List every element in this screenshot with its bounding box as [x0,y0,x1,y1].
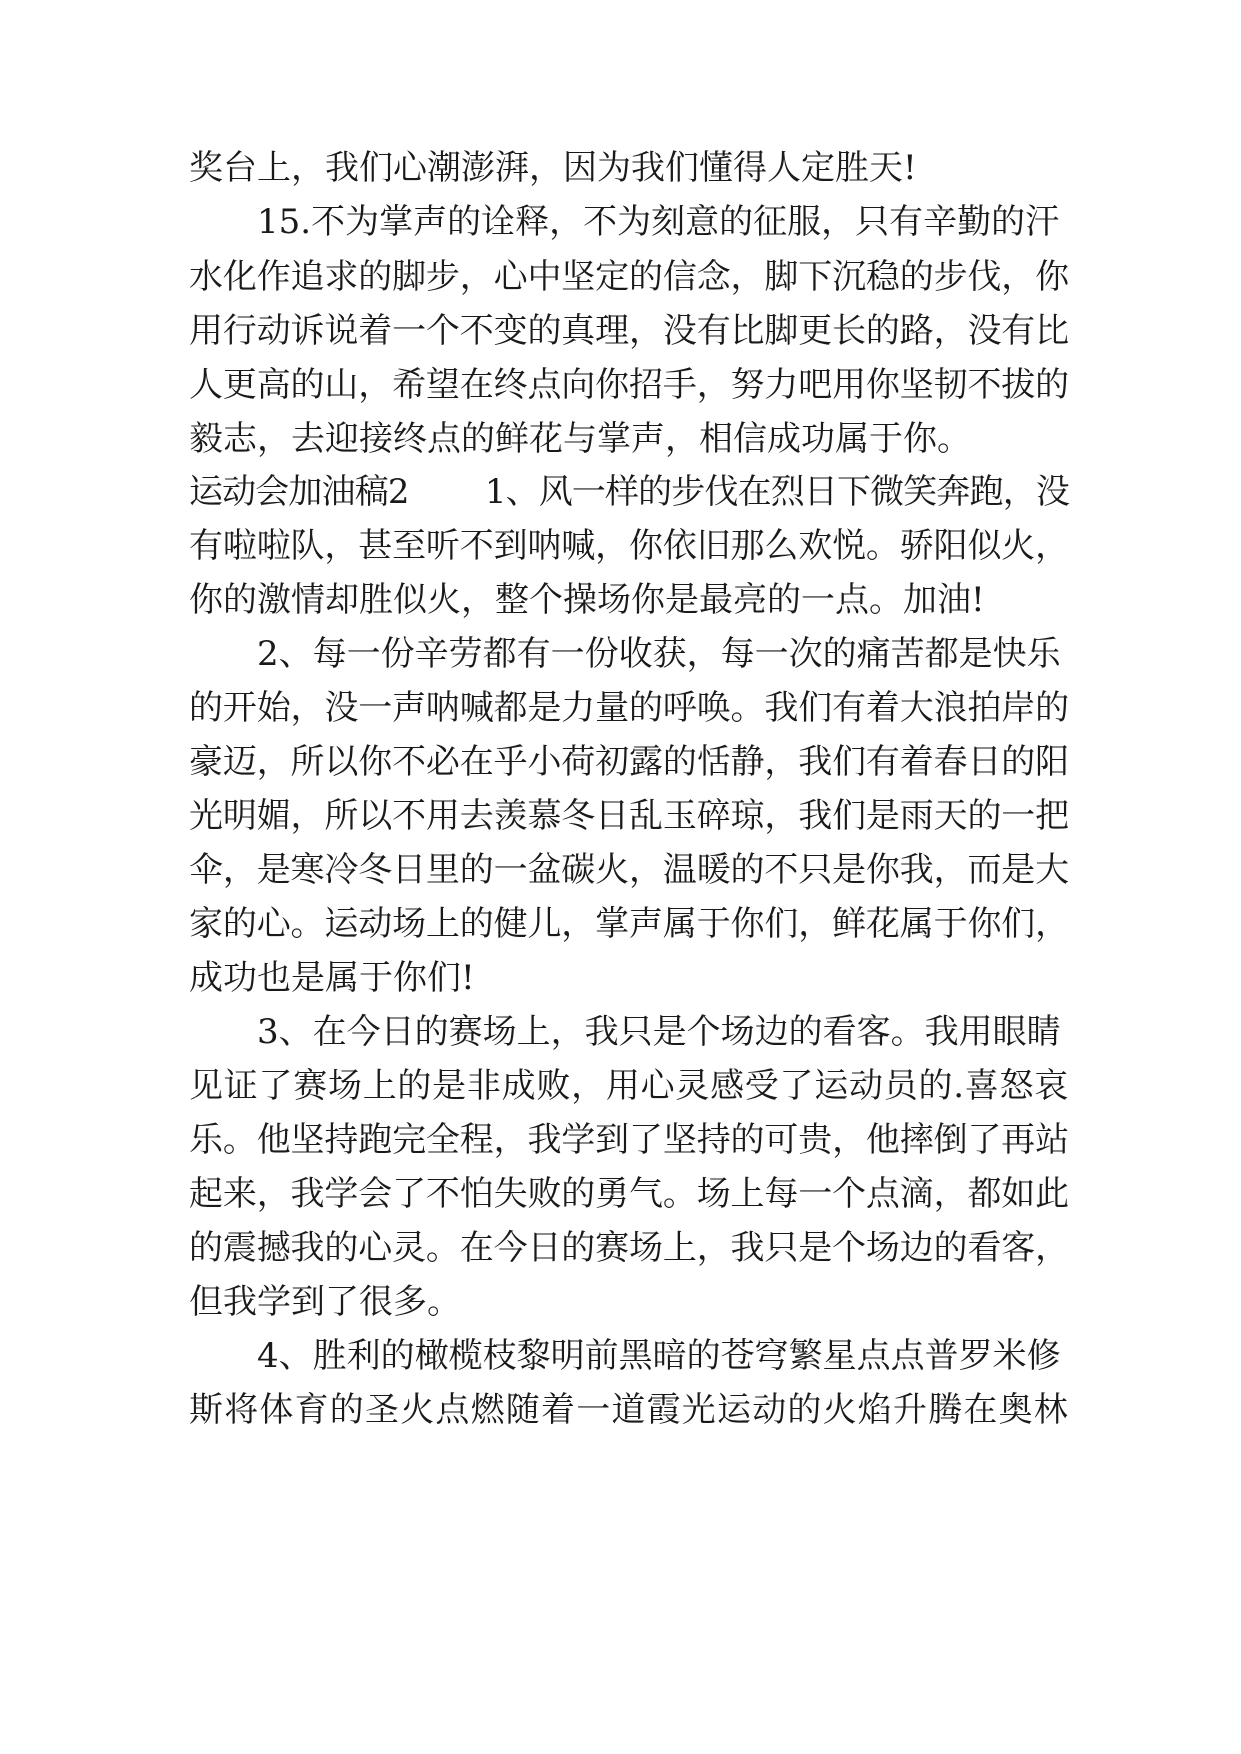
text-line: 光明媚，所以不用去羡慕冬日乱玉碎琼，我们是雨天的一把 [189,796,1069,836]
text-line: 但我学到了很多。 [189,1282,461,1322]
text-line: 斯将体育的圣火点燃随着一道霞光运动的火焰升腾在奥林 [189,1390,1069,1430]
text-line: 运动会加油稿2 1、风一样的步伐在烈日下微笑奔跑，没 [189,472,1069,512]
text-line: 成功也是属于你们! [189,958,475,998]
text-line: 乐。他坚持跑完全程，我学到了坚持的可贵，他摔倒了再站 [189,1120,1069,1160]
text-line: 豪迈，所以你不必在乎小荷初露的恬静，我们有着春日的阳 [189,742,1069,782]
text-line: 的开始，没一声呐喊都是力量的呼唤。我们有着大浪拍岸的 [189,688,1069,728]
text-line: 3、在今日的赛场上，我只是个场边的看客。我用眼睛 [257,1012,1061,1052]
text-line: 2、每一份辛劳都有一份收获，每一次的痛苦都是快乐 [257,634,1061,674]
text-line: 有啦啦队，甚至听不到呐喊，你依旧那么欢悦。骄阳似火， [189,526,1069,566]
text-line: 4、胜利的橄榄枝黎明前黑暗的苍穹繁星点点普罗米修 [257,1336,1061,1376]
text-line: 用行动诉说着一个不变的真理，没有比脚更长的路，没有比 [189,311,1069,351]
text-line: 见证了赛场上的是非成败，用心灵感受了运动员的.喜怒哀 [189,1066,1069,1106]
text-line: 的震撼我的心灵。在今日的赛场上，我只是个场边的看客， [189,1228,1069,1268]
text-line: 奖台上，我们心潮澎湃，因为我们懂得人定胜天! [189,148,917,188]
text-line: 你的激情却胜似火，整个操场你是最亮的一点。加油! [189,580,985,620]
text-line: 伞，是寒冷冬日里的一盆碳火，温暖的不只是你我，而是大 [189,850,1069,890]
text-line: 水化作追求的脚步，心中坚定的信念，脚下沉稳的步伐，你 [189,257,1069,297]
text-line: 15.不为掌声的诠释，不为刻意的征服，只有辛勤的汗 [257,202,1060,242]
text-line: 人更高的山，希望在终点向你招手，努力吧用你坚韧不拔的 [189,365,1069,405]
text-line: 毅志，去迎接终点的鲜花与掌声，相信成功属于你。 [189,419,971,459]
text-line: 起来，我学会了不怕失败的勇气。场上每一个点滴，都如此 [189,1174,1069,1214]
text-line: 家的心。运动场上的健儿，掌声属于你们，鲜花属于你们， [189,904,1069,944]
